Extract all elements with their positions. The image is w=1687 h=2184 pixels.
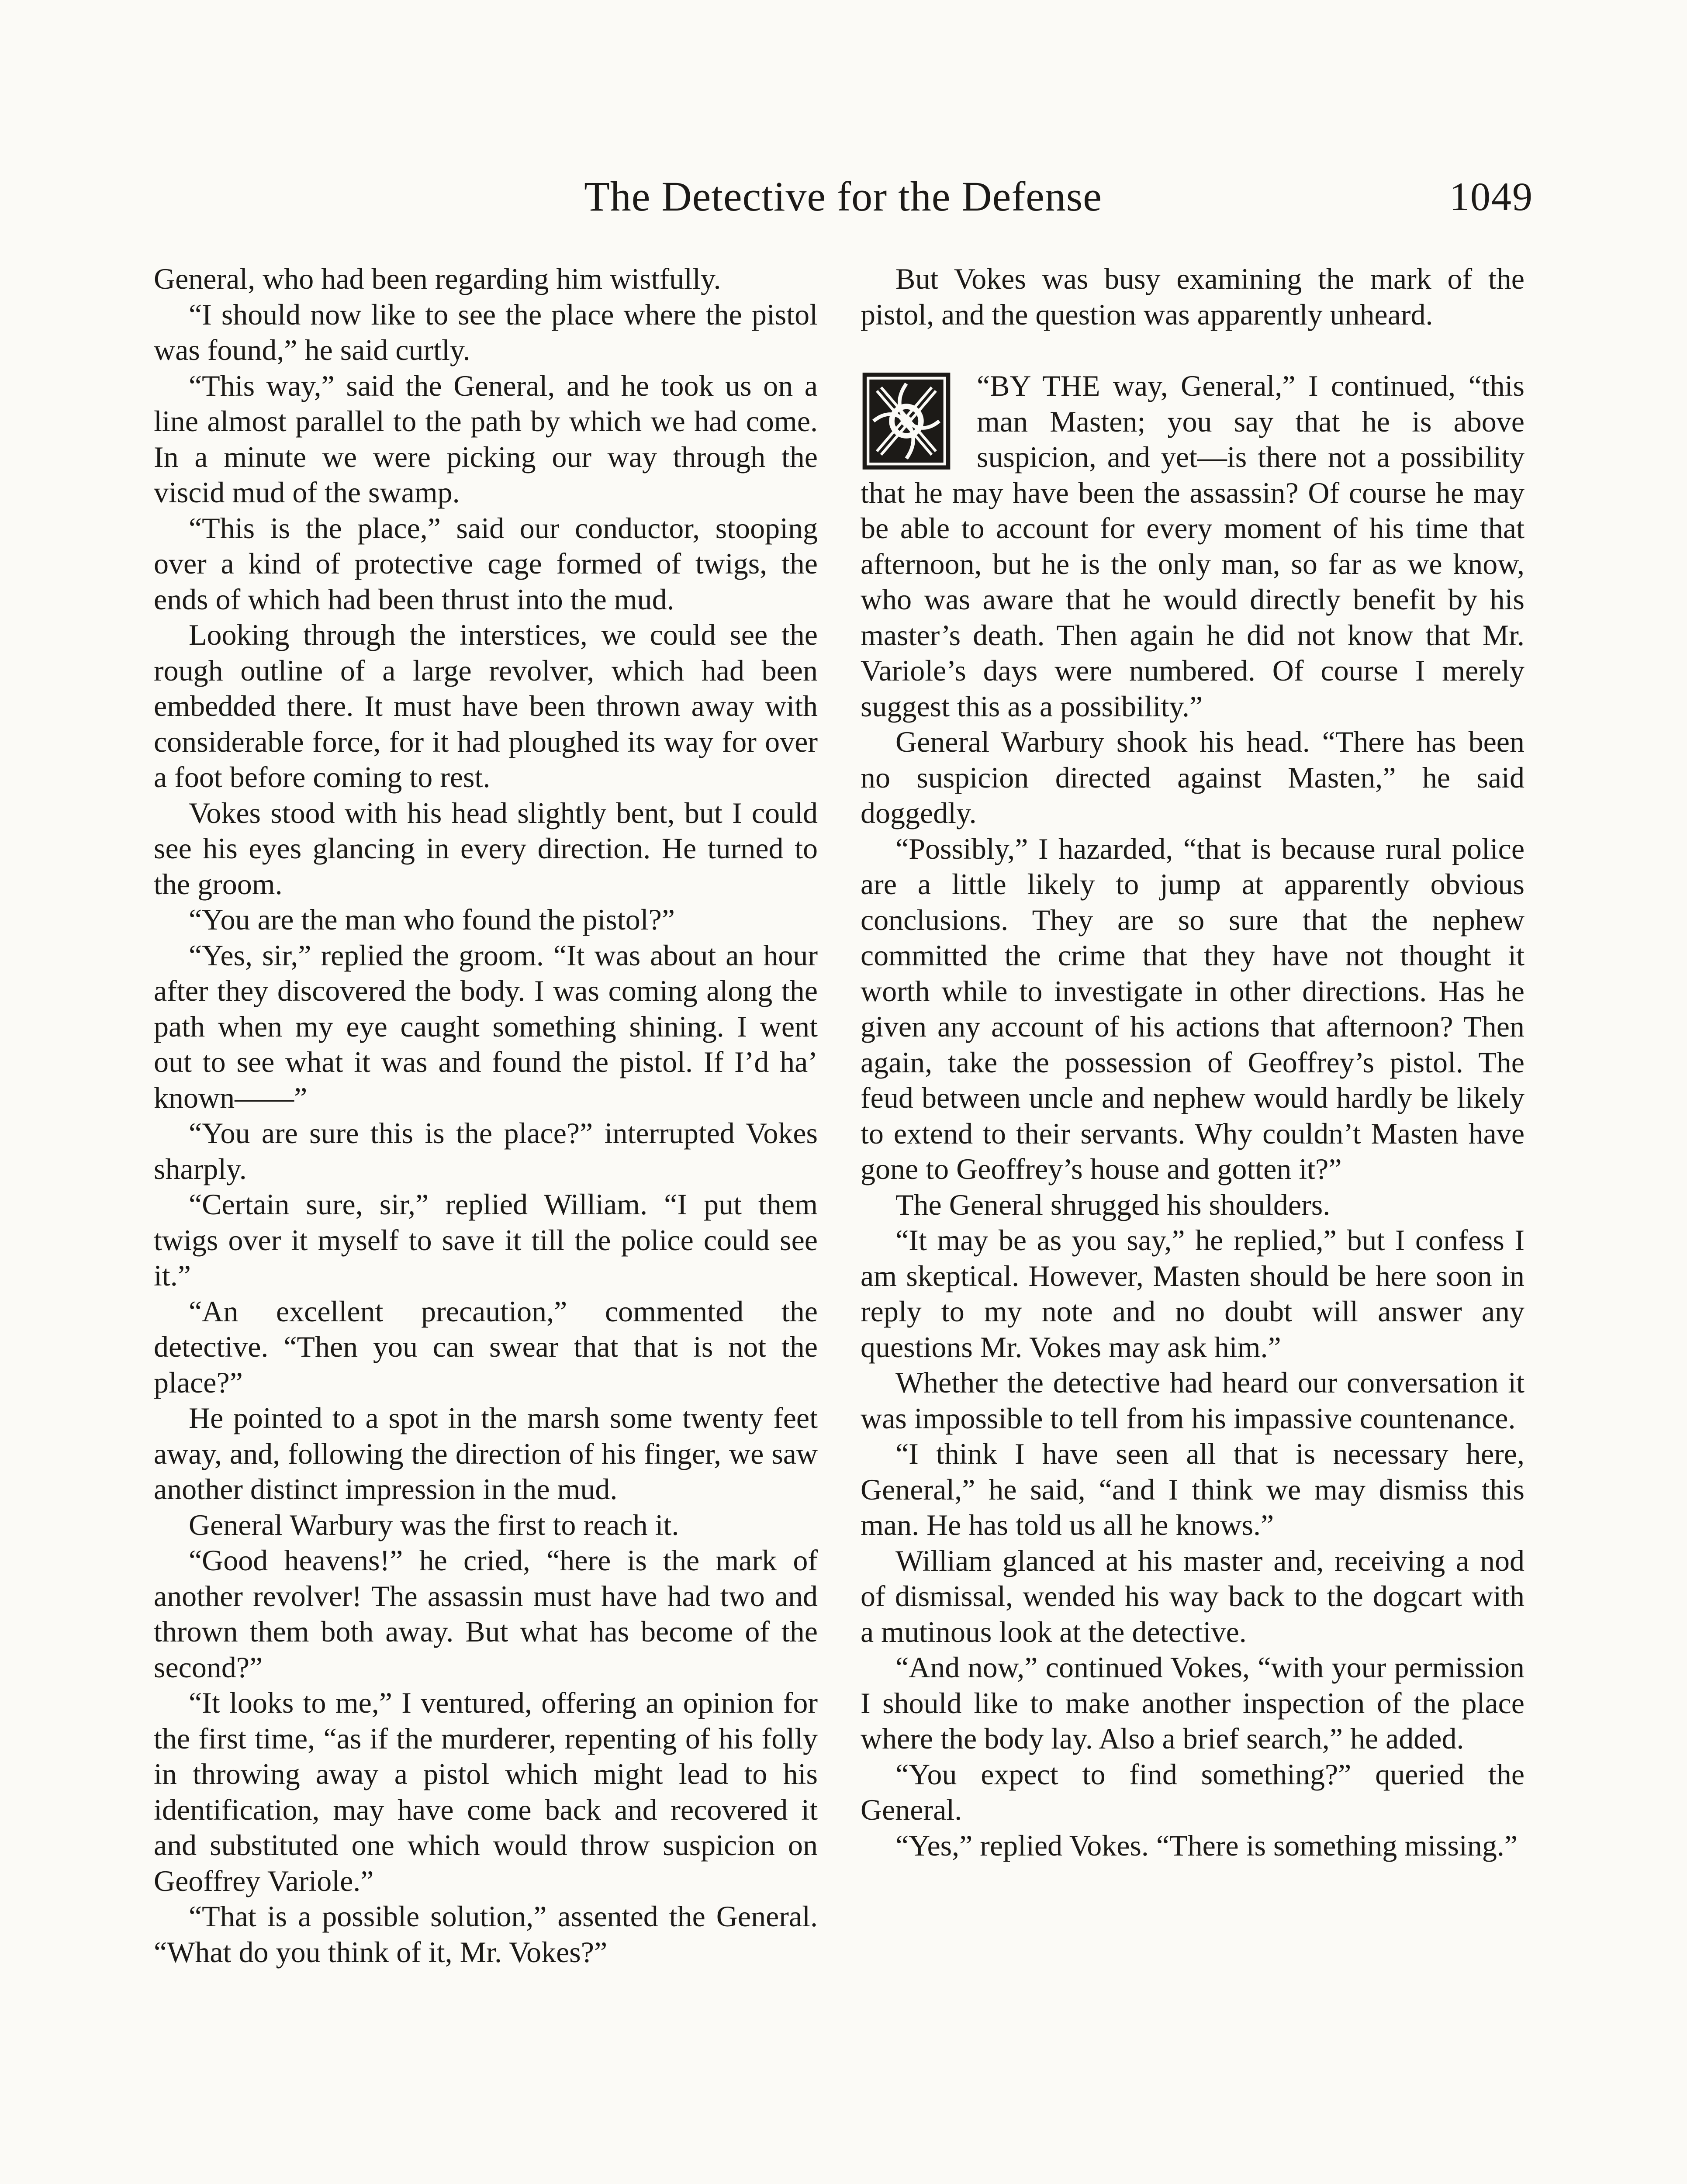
paragraph: Vokes stood with his head slightly bent, but I could see his eyes glancing in every direction. He turned to the groom.	[154, 796, 818, 901]
celtic-knot-ornament-icon	[861, 371, 952, 471]
paragraph: Looking through the interstices, we could see the rough outline of a large revolver, which had been embedded there. It must have been thrown away with considerable force, for it had ploughed its way for over a foot before coming to rest.	[154, 618, 818, 794]
paragraph: “You are the man who found the pistol?”	[189, 903, 675, 936]
paragraph: General Warbury shook his head. “There has been no suspicion directed against Masten,” he said doggedly.	[861, 725, 1525, 829]
paragraph: The General shrugged his shoulders.	[895, 1188, 1331, 1221]
paragraph: But Vokes was busy examining the mark of the pistol, and the question was apparently unheard.	[861, 262, 1525, 331]
paragraph: Whether the detective had heard our conversation it was impossible to tell from his impassive countenance.	[861, 1366, 1525, 1435]
paragraph: “Possibly,” I hazarded, “that is because rural police are a little likely to jump at apparently obvious conclusions. They are so sure that the nephew committed the crime that they have not thought it worth while to investigate in other directions. Has he given any account of his actions that afternoon? Then again, take the possession of Geoffrey’s pistol. The feud between uncle and nephew would hardly be likely to extend to their servants. Why couldn’t Masten have gone to Geoffrey’s house and gotten it?”	[861, 832, 1525, 1185]
paragraph: “That is a possible solution,” assented the General. “What do you think of it, Mr. Vokes?”	[154, 1900, 818, 1969]
paragraph: General Warbury was the first to reach it.	[189, 1508, 679, 1541]
paragraph: “It may be as you say,” he replied,” but I confess I am skeptical. However, Masten should be here soon in reply to my note and no doubt will answer any questions Mr. Vokes may ask him.”	[861, 1223, 1525, 1364]
paragraph: “You expect to find something?” queried the General.	[861, 1757, 1525, 1826]
drop-cap-section	[861, 368, 1525, 724]
page-number: 1049	[1449, 174, 1533, 219]
left-column	[154, 261, 818, 1970]
paragraph: William glanced at his master and, receiving a nod of dismissal, wended his way back to the dogcart with a mutinous look at the detective.	[861, 1544, 1525, 1648]
right-column	[861, 261, 1525, 1863]
paragraph: “Certain sure, sir,” replied William. “I put them twigs over it myself to save it till the police could see it.”	[154, 1188, 818, 1292]
paragraph: “And now,” continued Vokes, “with your permission I should like to make another inspection of the place where the body lay. Also a brief search,” he added.	[861, 1651, 1525, 1755]
paragraph: “This way,” said the General, and he took us on a line almost parallel to the path by which we had come. In a minute we were picking our way through the viscid mud of the swamp.	[154, 369, 818, 509]
paragraph: General, who had been regarding him wistfully.	[154, 262, 721, 295]
paragraph: “It looks to me,” I ventured, offering an opinion for the first time, “as if the murderer, repenting of his folly in throwing away a pistol which might lead to his identification, may have come back and recovered it and substituted one which would throw suspicion on Geoffrey Variole.”	[154, 1686, 818, 1897]
paragraph: “I should now like to see the place where the pistol was found,” he said curtly.	[154, 297, 818, 366]
drop-cap-paragraph: “BY THE way, General,” I continued, “this man Masten; you say that he is above suspicion, and yet—is there not a possibility that he may have been the assassin? Of course he may be able to account for every moment of his time that afternoon, but he is the only man, so far as we know, who was aware that he would directly benefit by his master’s death. Then again he did not know that Mr. Variole’s days were numbered. Of course I merely suggest this as a possibility.”	[861, 369, 1525, 723]
paragraph: “An excellent precaution,” commented the detective. “Then you can swear that that is not the place?”	[154, 1294, 818, 1399]
paragraph: “You are sure this is the place?” interrupted Vokes sharply.	[154, 1116, 818, 1185]
running-head	[153, 166, 1533, 227]
paragraph: He pointed to a spot in the marsh some twenty feet away, and, following the direction of his finger, we saw another distinct impression in the mud.	[154, 1401, 818, 1506]
paragraph: “Good heavens!” he cried, “here is the mark of another revolver! The assassin must have had two and thrown them both away. But what has become of the second?”	[154, 1544, 818, 1684]
paragraph: “Yes,” replied Vokes. “There is something missing.”	[895, 1828, 1518, 1862]
paragraph: “This is the place,” said our conductor, stooping over a kind of protective cage formed of twigs, the ends of which had been thrust into the mud.	[154, 511, 818, 616]
paragraph: “Yes, sir,” replied the groom. “It was about an hour after they discovered the body. I was coming along the path when my eye caught something shining. I went out to see what it was and found the pistol. If I’d ha’ known——”	[154, 938, 818, 1114]
page-title: The Detective for the Defense	[584, 173, 1102, 220]
paragraph: “I think I have seen all that is necessary here, General,” he said, “and I think we may dismiss this man. He has told us all he knows.”	[861, 1437, 1525, 1541]
